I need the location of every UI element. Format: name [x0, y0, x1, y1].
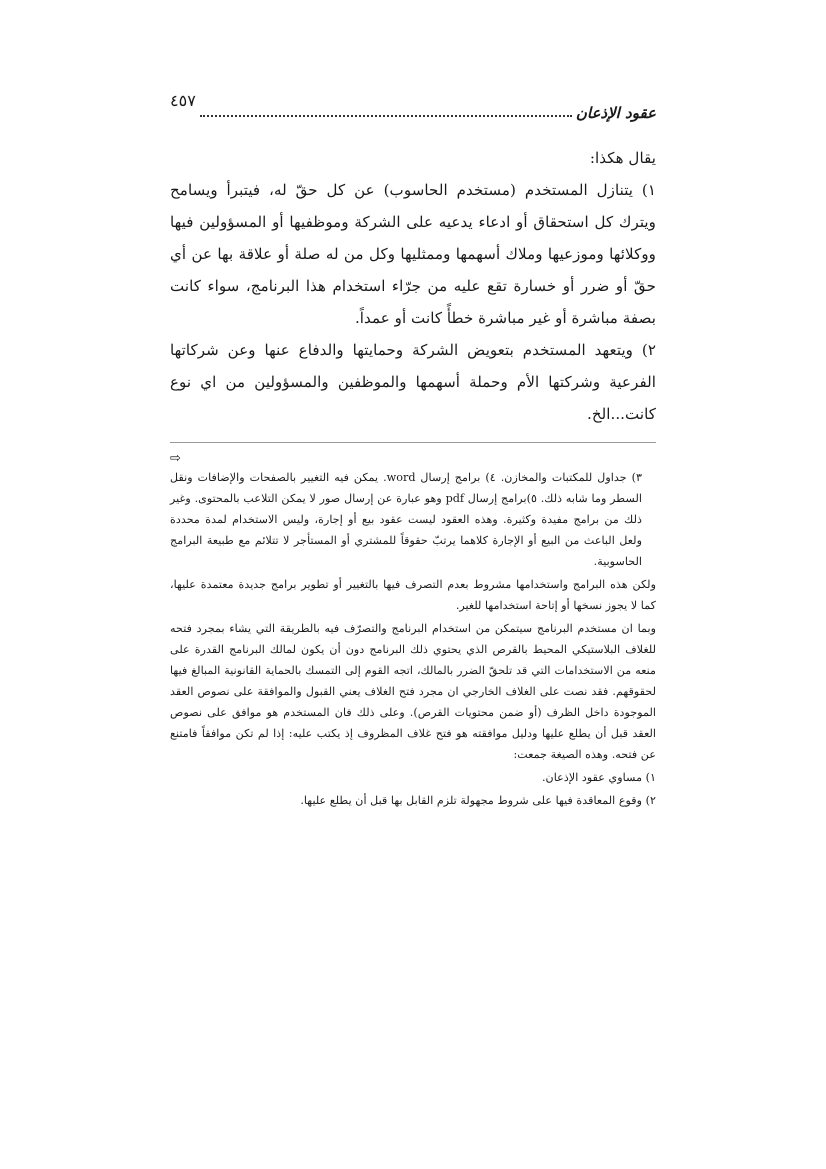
leader-dots [200, 114, 572, 117]
footnote-paragraph-2: ولكن هذه البرامج واستخدامها مشروط بعدم التصرف فيها بالتغيير أو تطوير برامج جديدة معتمدة عليها، كما لا يجوز نسخها أو إتاحة استخدامها للغير. [170, 578, 656, 612]
intro-line: يقال هكذا: [589, 149, 656, 167]
running-title: عقود الإذعان [575, 104, 656, 122]
page-number: ٤٥٧ [170, 91, 196, 110]
footnote-paragraph-3: وبما ان مستخدم البرنامج سيتمكن من استخدام البرنامج والتصرّف فيه بالطريقة التي يشاء بمجرد فتحه للغلاف البلاستيكي المحيط بالقرص الذي يحتوي ذلك البرنامج دون أن يكون لمالك البرنامج القدرة على منعه من الاستخدامات التي قد تلحقّ الضرر بالمالك، اتجه القوم إلى التمسك بالحماية القانونية المبالغ فيها لحقوقهم. فقد نصت على الغلاف الخارجي ان مجرد فتح الغلاف يعني القبول والموافقة على نصوص العقد الموجودة داخل الظرف (أو ضمن محتويات القرص). وعلى ذلك فان المستخدم هو موافق على نصوص العقد قبل أن يطلع عليها ودليل موافقته هو فتح غلاف المظروف إذ يكتب عليه: إذا لم تكن موافقاً فامتنع عن فتحه. وهذه الصيغة جمعت: [170, 622, 656, 761]
clause-1: ١) يتنازل المستخدم (مستخدم الحاسوب) عن كل حقّ له، فيتبرأ ويسامح ويترك كل استحقاق أو ادعاء يدعيه على الشركة وموظفيها أو المسؤولين فيها ووكلائها وموزعيها وملاك أسهمها وممثليها وكل من له صلة أو علاقة بها عن أي حقّ أو ضرر أو خسارة تقع عليه من جرّاء استخدام هذا البرنامج، سواء كانت بصفة مباشرة أو غير مباشرة خطأً كانت أو عمداً. [170, 181, 656, 327]
continued-arrow-icon: ⇨ [170, 451, 181, 466]
footnote-list-item-1: ١) مساوي عقود الإذعان. [541, 771, 656, 784]
book-page [170, 88, 656, 813]
clause-2: ٢) ويتعهد المستخدم بتعويض الشركة وحمايتها والدفاع عنها وعن شركاتها الفرعية وشركتها الأم وحملة أسهمها والموظفين والمسؤولين من اي نوع كانت...الخ. [170, 341, 656, 423]
running-header [170, 88, 656, 122]
main-text [170, 142, 656, 430]
footnote-continued: ٣) جداول للمكتبات والمخازن. ٤) برامج إرسال word. يمكن فيه التغيير بالصفحات والإضافات ونقل السطر وما شابه ذلك. ٥)برامج إرسال pdf وهو عبارة عن إرسال صور لا يمكن التلاعب بالمحتوى. وغير ذلك من برامج مفيدة وكثيرة. وهذه العقود ليست عقود بيع أو إجارة، وليس الاستخدام لمدة محددة ولعل الباعث من البيع أو الإجارة كلاهما يرتبّ حقوقاً للمشتري أو المستأجر لا تتلائم مع طبيعة البرامج الحاسوبية. [170, 471, 642, 568]
footnote-list-item-2: ٢) وقوع المعاقدة فيها على شروط مجهولة تلزم القابل بها قبل أن يطلع عليها. [300, 794, 656, 807]
footnotes [170, 467, 656, 811]
footnote-separator [170, 442, 656, 443]
